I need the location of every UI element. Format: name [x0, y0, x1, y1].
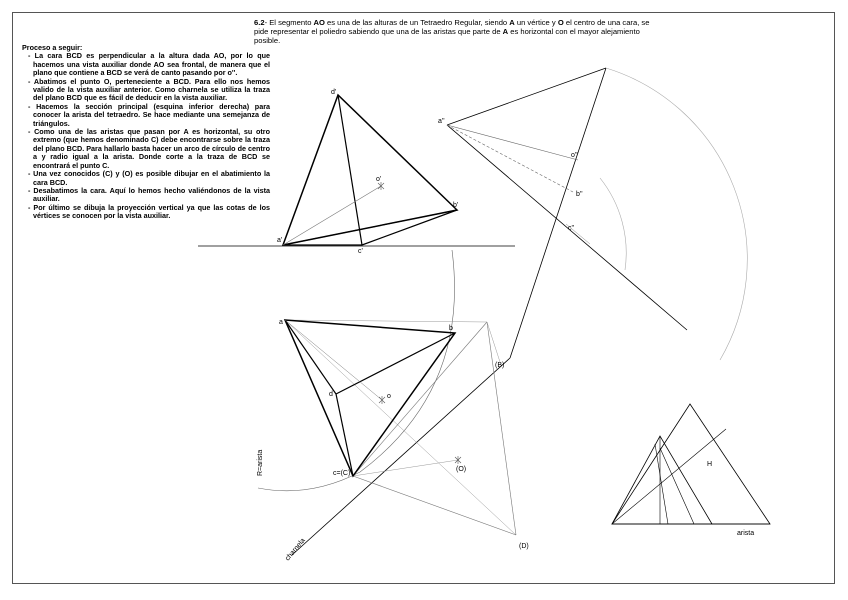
statement-bold-o: O — [557, 18, 564, 27]
statement-bold-a: A — [509, 18, 515, 27]
plan-line-C-O — [353, 460, 458, 476]
arc-radius-arista — [258, 250, 455, 491]
aux-edge-a-c — [447, 125, 687, 330]
section-diag-3 — [655, 444, 668, 524]
label-plan-o: o — [387, 393, 391, 400]
label-plan-B: (B) — [495, 362, 505, 369]
front-height-ao — [283, 186, 381, 245]
label-aux-a: a'' — [438, 118, 445, 125]
label-H: H — [707, 461, 713, 468]
procedure-step-2: - Abatimos el punto O, perteneciente a BCD. Para ello nos hemos valido de la vista auxiliar anterior. Como charnela se utiliza la traza del plano BCD que es fácil de deducir en la vista auxiliar. — [28, 76, 270, 103]
label-arista: arista — [737, 530, 755, 537]
rabatted-center-marker — [455, 456, 461, 464]
auxiliary-view — [438, 68, 747, 360]
label-plan-b: b — [449, 325, 453, 332]
label-aux-c: c'' — [568, 225, 575, 232]
front-center-marker — [378, 182, 384, 190]
label-aux-o: o'' — [571, 152, 578, 159]
plan-height-ao — [285, 320, 382, 400]
exercise-number: 6.2 — [254, 18, 265, 27]
front-edge-dc — [338, 95, 362, 245]
label-front-d: d' — [331, 89, 337, 96]
section-large-triangle — [612, 404, 770, 524]
procedure-step-4: - Como una de las aristas que pasan por A es horizontal, su otro extremo (que hemos denominado C) debe encontrarse sobre la traza del plano BCD. Para hallarlo basta hacer un arco de círculo de centro a y radio igual a la arista. Donde corte a la traza de BCD se encontrará el punto C. — [28, 127, 270, 170]
procedure-step-6: - Desabatimos la cara. Aquí lo hemos hecho valiéndonos de la vista auxiliar. — [28, 185, 270, 204]
plan-edge-d-b — [336, 333, 455, 394]
label-plan-c: c=(C) — [333, 470, 351, 477]
front-tetrahedron-outline — [283, 95, 457, 245]
procedure-step-1: - La cara BCD es perpendicular a la altura dada AO, por lo que hacemos una vista auxiliar donde AO sea frontal, de manera que el plano que contiene a BCD se verá de canto pasando por o''. — [28, 51, 270, 78]
statement-text: - El segmento — [264, 18, 314, 27]
plan-line-C-B — [353, 322, 487, 476]
charnela-line — [292, 358, 510, 555]
plan-line-B-label — [487, 322, 500, 362]
plan-view — [257, 250, 529, 562]
plan-line-C-D — [353, 476, 516, 535]
section-diag-2 — [660, 448, 694, 524]
statement-bold-ao: AO — [313, 18, 325, 27]
label-plan-d: d — [329, 391, 333, 398]
aux-edge-a-top — [447, 68, 606, 125]
section-diag-1 — [612, 429, 726, 524]
plan-edge-d-c — [336, 394, 353, 476]
procedure-step-5: - Una vez conocidos (C) y (O) es posible dibujar en el abatimiento la cara BCD. — [28, 169, 270, 187]
principal-section — [612, 404, 770, 537]
statement-text: es una de las alturas de un Tetraedro Regular, siendo — [324, 18, 510, 27]
procedure-step-7: - Por último se dibuja la proyección vertical ya que las cotas de los vértices se conocen por la vista auxiliar. — [28, 202, 270, 221]
section-small-triangle — [612, 436, 712, 524]
label-plan-D: (D) — [519, 543, 529, 550]
plan-edge-a-d — [285, 320, 336, 394]
front-edge-cb — [362, 210, 457, 245]
label-front-a: a' — [277, 237, 283, 244]
aux-height-ao — [447, 125, 578, 160]
aux-large-arc — [606, 68, 747, 360]
aux-small-arc — [600, 178, 626, 270]
plan-line-a-D — [285, 320, 516, 535]
front-view — [198, 89, 515, 255]
statement-text: es horizontal con el mayor alejamiento posible. — [254, 27, 640, 45]
procedure-heading: Proceso a seguir: — [22, 43, 83, 52]
statement-bold-a: A — [502, 27, 509, 36]
label-front-o: o' — [376, 176, 382, 183]
procedure-step-3: - Hacemos la sección principal (esquina inferior derecha) para conocer la arista del tetraedro. Se hace mediante una semejanza de triángulos. — [28, 101, 270, 128]
label-plan-O: (O) — [456, 466, 467, 473]
label-aux-b: b'' — [576, 191, 583, 198]
plan-center-marker — [379, 396, 385, 404]
statement-text: un vértice y — [514, 18, 558, 27]
label-front-c: c' — [358, 248, 363, 255]
label-front-b: b' — [453, 202, 459, 209]
statement-text: el centro de una cara, se pide representar el poliedro sabiendo que una de las aristas que parte de — [254, 18, 650, 36]
label-plan-a: a — [279, 319, 283, 326]
label-r-arista: R=arista — [257, 449, 264, 476]
label-charnela: charnela — [284, 537, 307, 563]
aux-dashed-ab — [447, 125, 573, 192]
aux-trace-bcd — [510, 68, 606, 358]
